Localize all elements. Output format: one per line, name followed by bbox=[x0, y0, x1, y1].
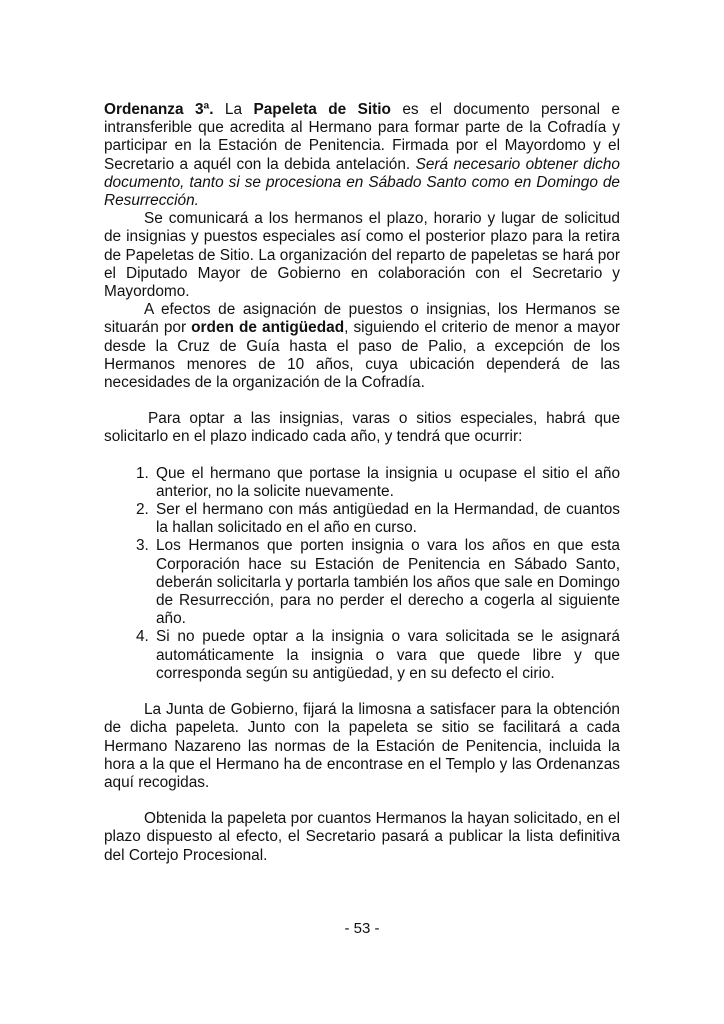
italic-note: Será necesario obtener dicho documento, tanto si se procesiona en Sábado Santo como en Domingo de Resurrección. bbox=[104, 155, 620, 210]
document-body bbox=[104, 101, 620, 865]
list-item bbox=[104, 465, 620, 501]
paragraph-plazo: Se comunicará a los hermanos el plazo, horario y lugar de solicitud de insignias y puestos especiales así como el posterior plazo para la retira de Papeletas de Sitio. La organización del reparto de papeletas se hará por el Diputado Mayor de Gobierno en colaboración con el Secretario y Mayordomo. bbox=[104, 210, 620, 301]
list-item-text: Ser el hermano con más antigüedad en la Hermandad, de cuantos la hallan solicitado en el año en curso. bbox=[156, 501, 620, 537]
requirements-list bbox=[104, 465, 620, 683]
paragraph-optar-insignias: Para optar a las insignias, varas o sitios especiales, habrá que solicitarlo en el plazo indicado cada año, y tendrá que ocurrir: bbox=[104, 410, 620, 446]
spacer bbox=[104, 792, 620, 810]
list-item bbox=[104, 501, 620, 537]
papeleta-de-sitio-term: Papeleta de Sitio bbox=[253, 101, 391, 118]
text-run: La bbox=[213, 101, 254, 118]
list-number: 4. bbox=[136, 628, 149, 646]
paragraph-asignacion bbox=[104, 301, 620, 392]
text-run: A efectos de asignación de puestos o insignias, los Hermanos se situarán por bbox=[104, 301, 620, 337]
spacer bbox=[104, 392, 620, 410]
list-number: 2. bbox=[136, 501, 149, 519]
orden-antiguedad-term: orden de antigüedad bbox=[191, 319, 345, 337]
spacer bbox=[104, 683, 620, 701]
paragraph-ordenanza-3 bbox=[104, 101, 620, 210]
paragraph-junta-gobierno: La Junta de Gobierno, fijará la limosna a satisfacer para la obtención de dicha papeleta. Junto con la papeleta se sitio se facilitará a cada Hermano Nazareno las normas de la Estación de Penitencia, incluida la hora a la que el Hermano ha de encontrase en el Templo y las Ordenanzas aquí recogidas. bbox=[104, 701, 620, 791]
text-run: , siguiendo el criterio de menor a mayor desde la Cruz de Guía hasta el paso de Palio, a excepción de los Hermanos menores de 10 años, cuya ubicación dependerá de las necesidades de la organización de la Cofradía. bbox=[104, 319, 620, 392]
paragraph-obtenida-papeleta: Obtenida la papeleta por cuantos Hermanos la hayan solicitado, en el plazo dispuesto al efecto, el Secretario pasará a publicar la lista definitiva del Cortejo Procesional. bbox=[104, 810, 620, 864]
list-number: 3. bbox=[136, 537, 149, 555]
spacer bbox=[104, 447, 620, 465]
list-number: 1. bbox=[136, 464, 149, 482]
list-item bbox=[104, 537, 620, 628]
list-item-text: Los Hermanos que porten insignia o vara los años en que esta Corporación hace su Estación de Penitencia en Sábado Santo, deberán solicitarla y portarla también los años que sale en Domingo de Resurrección, para no perder el derecho a cogerla al siguiente año. bbox=[156, 537, 620, 628]
ordenanza-heading: Ordenanza 3ª. bbox=[104, 101, 214, 118]
list-item-text: Que el hermano que portase la insignia u ocupase el sitio el año anterior, no la solicite nuevamente. bbox=[156, 464, 620, 500]
page-number: - 53 - bbox=[344, 920, 380, 937]
text-run: es el documento personal e intransferible que acredita al Hermano para formar parte de la Cofradía y participar en la Estación de Penitencia. Firmada por el Mayordomo y el Secretario a aquél con la debida antelación. bbox=[104, 101, 620, 173]
list-item-text: Si no puede optar a la insignia o vara solicitada se le asignará automáticamente la insignia o vara que quede libre y que corresponda según su antigüedad, y en su defecto el cirio. bbox=[156, 628, 620, 682]
list-item bbox=[104, 628, 620, 683]
